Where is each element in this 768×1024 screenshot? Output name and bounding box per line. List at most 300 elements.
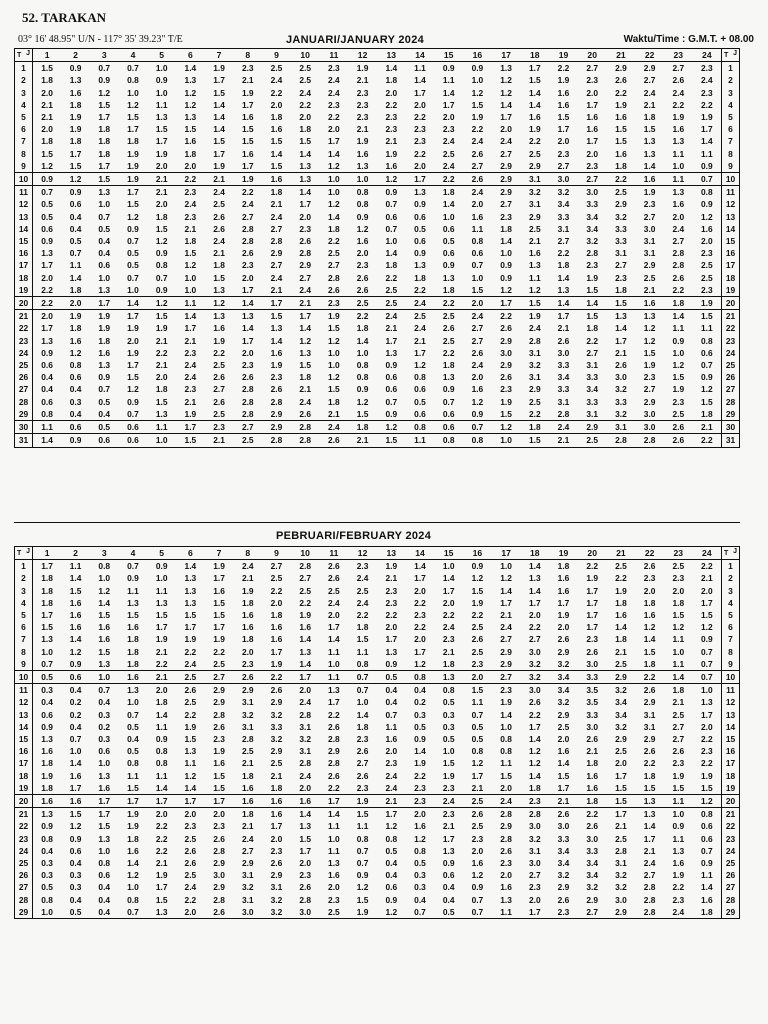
tide-height-cell: 2.3 <box>672 573 685 584</box>
tide-height-cell: 3.4 <box>615 709 627 720</box>
tide-height-cell: 1.8 <box>578 795 607 808</box>
tide-height-cell: 0.8 <box>155 260 168 271</box>
tide-height-cell: 2.2 <box>385 99 398 110</box>
tide-height-cell: 1.4 <box>299 634 311 645</box>
tide-height-cell: 2.5 <box>615 746 627 757</box>
tide-height-cell: 1.0 <box>442 211 455 222</box>
tide-height-cell: 1.7 <box>500 112 512 123</box>
tide-height-cell: 2.7 <box>471 335 484 346</box>
tide-height-cell: 0.5 <box>127 248 139 259</box>
tide-height-cell: 2.8 <box>299 248 311 259</box>
tide-height-cell: 1.9 <box>356 906 369 917</box>
day-number-right: 11 <box>722 684 740 697</box>
corner-cell <box>15 547 33 560</box>
tide-height-cell: 1.7 <box>528 63 541 74</box>
tide-height-cell: 1.7 <box>69 148 82 159</box>
table-row <box>15 721 740 733</box>
tide-height-cell: 0.9 <box>442 384 455 395</box>
tide-height-cell: 1.2 <box>693 795 722 808</box>
tide-height-cell: 1.7 <box>41 561 53 572</box>
tide-height-cell: 1.2 <box>471 87 484 98</box>
tide-height-cell: 1.6 <box>615 610 627 621</box>
day-number-right: 19 <box>722 284 740 297</box>
tide-height-cell: 2.2 <box>471 124 484 135</box>
tide-height-cell: 2.9 <box>500 360 512 371</box>
tide-height-cell: 2.2 <box>586 335 599 346</box>
tide-height-cell: 0.9 <box>155 248 168 259</box>
table-row <box>15 421 740 434</box>
hour-header: 11 <box>320 49 349 62</box>
tide-height-cell: 2.0 <box>615 758 627 769</box>
tide-height-cell: 0.8 <box>693 186 722 199</box>
tide-height-cell: 1.3 <box>500 63 512 74</box>
tide-height-cell: 1.8 <box>385 260 398 271</box>
tide-height-cell: 0.8 <box>98 561 111 572</box>
tide-height-cell: 2.1 <box>442 646 455 657</box>
tide-height-cell: 2.5 <box>328 248 340 259</box>
tide-height-cell: 1.7 <box>127 360 139 371</box>
tide-height-cell: 1.0 <box>348 173 377 186</box>
tide-height-cell: 1.8 <box>69 323 82 334</box>
tide-height-cell: 1.6 <box>41 746 53 757</box>
tide-height-cell: 2.3 <box>471 658 484 669</box>
tide-height-cell: 1.6 <box>61 795 90 808</box>
tide-height-cell: 2.8 <box>607 434 636 447</box>
tide-height-cell: 3.2 <box>557 658 570 669</box>
tide-height-cell: 1.7 <box>241 99 254 110</box>
tide-height-cell: 1.9 <box>672 384 685 395</box>
tide-height-cell: 1.1 <box>672 148 685 159</box>
tide-height-cell: 2.0 <box>500 782 512 793</box>
day-number: 28 <box>15 894 33 906</box>
tide-height-cell: 0.9 <box>442 63 455 74</box>
tide-height-cell: 2.3 <box>356 734 369 745</box>
tide-height-cell: 0.5 <box>98 223 111 234</box>
tide-height-cell: 0.4 <box>69 223 82 234</box>
tide-height-cell: 1.3 <box>672 845 685 856</box>
tide-height-cell: 2.7 <box>500 199 512 210</box>
tide-height-cell: 1.0 <box>41 646 53 657</box>
tide-height-cell: 2.5 <box>672 408 685 419</box>
tide-height-cell: 2.7 <box>643 75 656 86</box>
tide-height-cell: 2.1 <box>205 173 234 186</box>
tide-height-cell: 1.7 <box>205 795 234 808</box>
tide-height-cell: 0.6 <box>385 211 398 222</box>
day-number: 12 <box>15 696 33 708</box>
tide-height-cell: 2.3 <box>385 758 398 769</box>
day-number: 10 <box>15 173 33 186</box>
tide-height-cell: 0.5 <box>471 734 484 745</box>
table-row <box>15 297 740 310</box>
hour-header: 8 <box>233 49 262 62</box>
tide-height-cell: 2.0 <box>463 297 492 310</box>
tide-height-cell: 2.6 <box>184 858 197 869</box>
tide-height-cell: 2.1 <box>41 112 53 123</box>
day-number-right: 16 <box>722 745 740 757</box>
tide-height-cell: 2.4 <box>328 87 340 98</box>
tide-height-cell: 1.6 <box>69 87 82 98</box>
tide-height-cell: 1.6 <box>356 236 369 247</box>
tide-height-cell: 1.2 <box>471 573 484 584</box>
tide-height-cell: 1.6 <box>98 782 111 793</box>
tide-height-cell: 2.5 <box>643 272 656 283</box>
tide-height-cell: 3.2 <box>557 870 570 881</box>
tide-height-cell: 1.9 <box>672 112 685 123</box>
tide-height-cell: 1.7 <box>328 136 340 147</box>
tide-height-cell: 1.1 <box>155 770 168 781</box>
tide-height-cell: 1.7 <box>442 585 455 596</box>
tide-height-cell: 1.3 <box>155 597 168 608</box>
tide-height-cell: 2.1 <box>643 845 656 856</box>
day-number: 16 <box>15 745 33 757</box>
tide-height-cell: 1.5 <box>184 610 197 621</box>
tide-height-cell: 0.5 <box>69 236 82 247</box>
tide-height-cell: 3.2 <box>270 709 283 720</box>
tide-height-cell: 1.9 <box>98 323 111 334</box>
tide-height-cell: 2.7 <box>299 573 311 584</box>
tide-height-cell: 2.1 <box>328 408 340 419</box>
tide-height-cell: 2.4 <box>434 795 463 808</box>
tide-height-cell: 1.5 <box>299 833 311 844</box>
tide-height-cell: 1.7 <box>586 610 599 621</box>
tide-height-cell: 1.3 <box>385 347 398 358</box>
hour-header: 23 <box>664 547 693 560</box>
tide-height-cell: 2.6 <box>586 821 599 832</box>
tide-height-cell: 2.5 <box>328 906 340 917</box>
tide-height-cell: 2.7 <box>586 906 599 917</box>
tide-height-cell: 2.7 <box>233 421 262 434</box>
tide-height-cell: 1.7 <box>270 646 283 657</box>
tide-height-cell: 3.0 <box>643 408 656 419</box>
tide-height-cell: 1.8 <box>701 408 713 419</box>
tide-height-cell: 1.5 <box>155 894 168 905</box>
tide-height-cell: 2.3 <box>701 284 713 295</box>
tide-height-cell: 3.2 <box>520 186 549 199</box>
tide-height-cell: 0.7 <box>127 906 139 917</box>
tide-height-cell: 1.8 <box>586 758 599 769</box>
tide-height-cell: 1.4 <box>578 297 607 310</box>
tide-height-cell: 2.8 <box>520 808 549 821</box>
tide-height-cell: 2.0 <box>701 236 713 247</box>
tide-height-cell: 1.1 <box>184 758 197 769</box>
tide-height-cell: 0.5 <box>127 721 139 732</box>
tide-height-cell: 1.4 <box>643 160 656 171</box>
tide-height-cell: 1.7 <box>98 112 111 123</box>
tide-height-cell: 3.1 <box>615 248 627 259</box>
tide-height-cell: 2.6 <box>463 173 492 186</box>
tide-height-cell: 2.0 <box>528 610 541 621</box>
tide-height-cell: 1.2 <box>500 573 512 584</box>
tide-height-cell: 2.8 <box>643 882 656 893</box>
tide-height-cell: 0.7 <box>127 709 139 720</box>
tide-height-cell: 0.3 <box>442 721 455 732</box>
tide-height-cell: 0.6 <box>442 408 455 419</box>
tide-height-cell: 0.8 <box>356 833 369 844</box>
tide-height-cell: 0.2 <box>69 697 82 708</box>
tide-height-cell: 1.8 <box>500 223 512 234</box>
tide-height-cell: 1.1 <box>672 658 685 669</box>
tide-height-cell: 1.5 <box>299 136 311 147</box>
tide-height-cell: 1.9 <box>615 99 627 110</box>
tide-height-cell: 2.3 <box>701 87 713 98</box>
day-number: 8 <box>15 148 33 160</box>
tide-height-cell: 2.2 <box>615 573 627 584</box>
tide-height-cell: 2.6 <box>270 384 283 395</box>
tide-height-cell: 1.7 <box>557 597 570 608</box>
table-row <box>15 857 740 869</box>
tide-height-cell: 0.5 <box>414 858 426 869</box>
tide-height-cell: 1.1 <box>69 260 82 271</box>
tide-height-cell: 0.4 <box>69 858 82 869</box>
tide-height-cell: 2.1 <box>549 434 578 447</box>
table-row <box>15 894 740 906</box>
february-tide-table <box>14 546 740 919</box>
day-number: 31 <box>15 434 33 447</box>
tide-height-cell: 1.3 <box>155 408 168 419</box>
tide-height-cell: 0.3 <box>98 734 111 745</box>
day-number: 26 <box>15 371 33 383</box>
tide-height-cell: 1.2 <box>184 87 197 98</box>
tide-height-cell: 0.6 <box>61 671 90 684</box>
tide-height-cell: 3.1 <box>241 870 254 881</box>
tide-height-cell: 1.2 <box>184 770 197 781</box>
tide-height-cell: 1.9 <box>184 721 197 732</box>
tide-height-cell: 1.7 <box>270 821 283 832</box>
tide-height-cell: 2.3 <box>615 272 627 283</box>
tide-height-cell: 3.2 <box>270 734 283 745</box>
tide-height-cell: 1.3 <box>385 646 398 657</box>
tide-height-cell: 1.1 <box>69 561 82 572</box>
table-row <box>15 733 740 745</box>
tide-height-cell: 1.4 <box>155 782 168 793</box>
tide-height-cell: 2.0 <box>299 112 311 123</box>
tide-height-cell: 2.0 <box>385 746 398 757</box>
tide-height-cell: 3.3 <box>578 671 607 684</box>
tide-height-cell: 2.1 <box>557 323 570 334</box>
tide-height-cell: 2.7 <box>615 260 627 271</box>
hour-header: 17 <box>492 547 521 560</box>
tide-height-cell: 2.8 <box>328 758 340 769</box>
tide-height-cell: 3.1 <box>528 347 541 358</box>
day-number-right: 2 <box>722 74 740 86</box>
tide-height-cell: 0.9 <box>356 870 369 881</box>
tide-height-cell: 1.9 <box>41 770 53 781</box>
tide-height-cell: 2.4 <box>299 770 311 781</box>
tide-height-cell: 2.4 <box>205 186 234 199</box>
tide-height-cell: 0.4 <box>406 684 435 697</box>
table-row <box>15 74 740 86</box>
tide-height-cell: 1.6 <box>262 808 291 821</box>
tide-height-cell: 0.9 <box>701 858 713 869</box>
tide-height-cell: 2.5 <box>615 561 627 572</box>
table-row <box>15 335 740 347</box>
tide-height-cell: 2.0 <box>241 646 254 657</box>
tide-height-cell: 2.3 <box>528 882 541 893</box>
tide-height-cell: 1.7 <box>291 671 320 684</box>
hour-header: 3 <box>90 547 119 560</box>
tide-height-cell: 1.2 <box>528 746 541 757</box>
day-number: 16 <box>15 247 33 259</box>
tide-height-cell: 1.4 <box>500 236 512 247</box>
tide-height-cell: 2.3 <box>471 833 484 844</box>
tide-height-cell: 1.1 <box>328 821 340 832</box>
tide-height-cell: 2.9 <box>528 160 541 171</box>
tide-height-cell: 1.8 <box>98 148 111 159</box>
tide-height-cell: 1.3 <box>184 75 197 86</box>
tide-height-cell: 1.2 <box>701 384 713 395</box>
tide-height-cell: 1.9 <box>701 770 713 781</box>
tide-height-cell: 2.5 <box>615 833 627 844</box>
tide-height-cell: 1.9 <box>442 770 455 781</box>
tide-height-cell: 2.2 <box>270 87 283 98</box>
tide-height-cell: 2.6 <box>299 408 311 419</box>
tide-height-cell: 1.5 <box>155 396 168 407</box>
tide-height-cell: 0.9 <box>356 211 369 222</box>
tide-height-cell: 0.6 <box>90 434 119 447</box>
day-number-right: 30 <box>722 421 740 434</box>
tide-height-cell: 2.8 <box>299 758 311 769</box>
tide-height-cell: 2.8 <box>615 845 627 856</box>
tide-height-cell: 0.9 <box>471 408 484 419</box>
tide-height-cell: 2.5 <box>385 284 398 295</box>
tide-height-cell: 1.8 <box>241 770 254 781</box>
tide-height-cell: 1.4 <box>528 87 541 98</box>
tide-height-cell: 1.8 <box>348 421 377 434</box>
tide-height-cell: 2.1 <box>385 136 398 147</box>
tide-height-cell: 0.9 <box>701 199 713 210</box>
day-number: 3 <box>15 87 33 99</box>
tide-height-cell: 2.2 <box>299 597 311 608</box>
tide-height-cell: 2.3 <box>328 894 340 905</box>
tide-height-cell: 2.2 <box>155 833 168 844</box>
tide-height-cell: 1.0 <box>98 272 111 283</box>
day-number: 27 <box>15 881 33 893</box>
tide-height-cell: 1.4 <box>299 658 311 669</box>
tide-height-cell: 2.3 <box>356 87 369 98</box>
day-number-right: 31 <box>722 434 740 447</box>
tide-height-cell: 2.2 <box>442 610 455 621</box>
tide-height-cell: 2.3 <box>643 372 656 383</box>
day-number: 23 <box>15 833 33 845</box>
day-number-right: 22 <box>722 322 740 334</box>
tide-height-cell: 2.5 <box>184 833 197 844</box>
tide-height-cell: 3.0 <box>299 906 311 917</box>
tide-height-cell: 1.0 <box>184 272 197 283</box>
tide-height-cell: 2.8 <box>643 894 656 905</box>
day-number-right: 5 <box>722 609 740 621</box>
hour-header: 9 <box>262 547 291 560</box>
table-row <box>15 709 740 721</box>
tide-height-cell: 2.0 <box>205 808 234 821</box>
timezone-label: Waktu/Time : G.M.T. + 08.00 <box>623 34 754 45</box>
tide-height-cell: 0.6 <box>434 421 463 434</box>
tide-height-cell: 1.6 <box>385 734 398 745</box>
day-number-right: 18 <box>722 272 740 284</box>
tide-height-cell: 1.0 <box>328 347 340 358</box>
tide-height-cell: 1.5 <box>643 782 656 793</box>
tide-height-cell: 1.4 <box>270 335 283 346</box>
tide-height-cell: 2.7 <box>578 173 607 186</box>
tide-height-cell: 0.7 <box>442 396 455 407</box>
tide-height-cell: 2.3 <box>270 845 283 856</box>
tide-height-cell: 0.7 <box>90 684 119 697</box>
tide-height-cell: 2.5 <box>299 585 311 596</box>
tide-height-cell: 1.4 <box>320 808 349 821</box>
tide-height-cell: 0.9 <box>33 173 62 186</box>
tide-height-cell: 2.5 <box>270 63 283 74</box>
tide-height-cell: 1.9 <box>69 124 82 135</box>
tide-height-cell: 2.1 <box>270 284 283 295</box>
tide-height-cell: 2.6 <box>262 684 291 697</box>
tide-height-cell: 2.6 <box>672 272 685 283</box>
tide-height-cell: 3.2 <box>549 186 578 199</box>
tide-height-cell: 2.7 <box>672 721 685 732</box>
tide-height-cell: 1.9 <box>61 310 90 323</box>
tide-height-cell: 1.4 <box>664 310 693 323</box>
tide-height-cell: 1.8 <box>643 658 656 669</box>
tide-height-cell: 2.6 <box>586 646 599 657</box>
tide-height-cell: 1.5 <box>643 347 656 358</box>
table-row <box>15 259 740 271</box>
tide-height-cell: 2.0 <box>41 87 53 98</box>
tide-height-cell: 1.5 <box>701 610 713 621</box>
tide-height-cell: 2.4 <box>672 223 685 234</box>
tide-height-cell: 1.3 <box>98 770 111 781</box>
tide-height-cell: 2.1 <box>528 236 541 247</box>
tide-height-cell: 1.7 <box>299 845 311 856</box>
tide-height-cell: 1.4 <box>213 124 225 135</box>
tide-height-cell: 1.2 <box>328 160 340 171</box>
tide-height-cell: 1.4 <box>385 63 398 74</box>
tide-height-cell: 1.5 <box>672 610 685 621</box>
tide-height-cell: 2.1 <box>41 99 53 110</box>
tide-height-cell: 1.9 <box>213 634 225 645</box>
tide-height-cell: 1.6 <box>500 882 512 893</box>
tide-height-cell: 3.1 <box>643 236 656 247</box>
tide-height-cell: 1.5 <box>176 434 205 447</box>
tide-height-cell: 1.9 <box>701 112 713 123</box>
tide-height-cell: 3.3 <box>586 199 599 210</box>
hour-header: 6 <box>176 49 205 62</box>
tide-height-cell: 2.7 <box>672 236 685 247</box>
tide-height-cell: 1.6 <box>33 795 62 808</box>
tide-height-cell: 0.7 <box>385 709 398 720</box>
day-number: 13 <box>15 709 33 721</box>
tide-height-cell: 1.5 <box>528 75 541 86</box>
tide-height-cell: 1.3 <box>528 573 541 584</box>
tide-height-cell: 1.3 <box>356 160 369 171</box>
tide-height-cell: 2.4 <box>184 882 197 893</box>
tide-height-cell: 1.6 <box>615 148 627 159</box>
tide-height-cell: 2.2 <box>528 408 541 419</box>
tide-height-cell: 1.0 <box>693 684 722 697</box>
tide-height-cell: 2.9 <box>270 746 283 757</box>
tide-height-cell: 1.5 <box>61 808 90 821</box>
tide-height-cell: 0.9 <box>61 186 90 199</box>
tide-height-cell: 1.1 <box>406 434 435 447</box>
day-number-right: 16 <box>722 247 740 259</box>
tide-height-cell: 2.8 <box>528 335 541 346</box>
day-number: 15 <box>15 733 33 745</box>
tide-height-cell: 2.1 <box>155 646 168 657</box>
tide-height-cell: 2.5 <box>213 199 225 210</box>
tide-height-cell: 2.2 <box>213 347 225 358</box>
tide-height-cell: 1.8 <box>385 75 398 86</box>
tide-height-cell: 2.7 <box>586 347 599 358</box>
tide-height-cell: 2.2 <box>528 622 541 633</box>
day-number-right: 5 <box>722 111 740 123</box>
tide-height-cell: 2.6 <box>320 434 349 447</box>
